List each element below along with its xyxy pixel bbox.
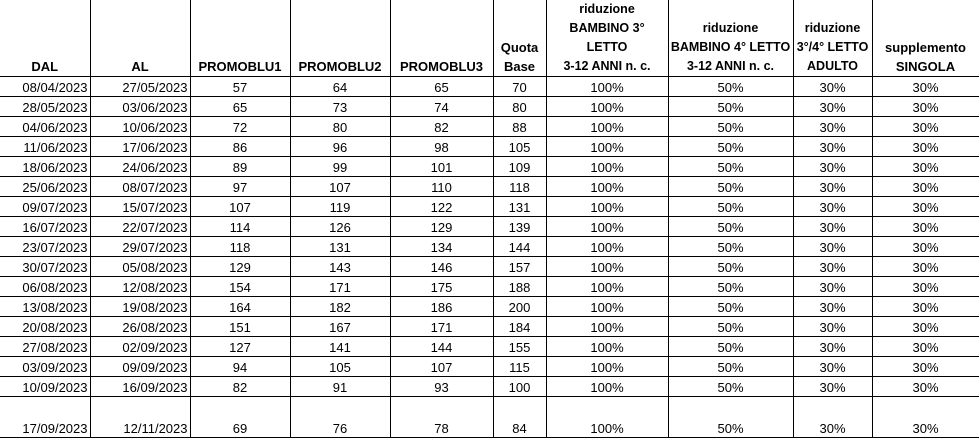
cell-promoblu1: 129 bbox=[190, 257, 290, 277]
cell-promoblu1: 151 bbox=[190, 317, 290, 337]
cell-dal: 03/09/2023 bbox=[0, 357, 90, 377]
cell-supplemento: 30% bbox=[872, 357, 979, 377]
cell-quota-base: 131 bbox=[493, 197, 546, 217]
header-riduzione-adulto bbox=[793, 0, 872, 77]
cell-rid-bambino-4: 50% bbox=[668, 297, 793, 317]
table-row bbox=[0, 97, 979, 117]
cell-dal: 28/05/2023 bbox=[0, 97, 90, 117]
cell-rid-bambino-4: 50% bbox=[668, 257, 793, 277]
cell-promoblu2: 96 bbox=[290, 137, 390, 157]
cell-rid-adulto: 30% bbox=[793, 197, 872, 217]
cell-promoblu2: 167 bbox=[290, 317, 390, 337]
cell-promoblu1: 86 bbox=[190, 137, 290, 157]
header-al: AL bbox=[90, 0, 190, 77]
header-rid-b3-line2: BAMBINO 3° LETTO bbox=[569, 21, 645, 54]
cell-dal: 11/06/2023 bbox=[0, 137, 90, 157]
cell-promoblu3: 107 bbox=[390, 357, 493, 377]
cell-rid-bambino-3: 100% bbox=[546, 97, 668, 117]
cell-rid-adulto: 30% bbox=[793, 177, 872, 197]
cell-rid-bambino-3: 100% bbox=[546, 297, 668, 317]
cell-promoblu1: 57 bbox=[190, 77, 290, 97]
cell-promoblu2: 119 bbox=[290, 197, 390, 217]
cell-al: 05/08/2023 bbox=[90, 257, 190, 277]
cell-rid-bambino-4: 50% bbox=[668, 97, 793, 117]
cell-rid-adulto: 30% bbox=[793, 397, 872, 438]
cell-promoblu3: 82 bbox=[390, 117, 493, 137]
cell-dal: 06/08/2023 bbox=[0, 277, 90, 297]
cell-quota-base: 200 bbox=[493, 297, 546, 317]
cell-supplemento: 30% bbox=[872, 317, 979, 337]
cell-promoblu2: 126 bbox=[290, 217, 390, 237]
table-row bbox=[0, 337, 979, 357]
cell-dal: 23/07/2023 bbox=[0, 237, 90, 257]
cell-quota-base: 80 bbox=[493, 97, 546, 117]
cell-supplemento: 30% bbox=[872, 97, 979, 117]
header-quota-base-line2: Base bbox=[503, 59, 536, 74]
cell-dal: 13/08/2023 bbox=[0, 297, 90, 317]
cell-quota-base: 144 bbox=[493, 237, 546, 257]
cell-supplemento: 30% bbox=[872, 337, 979, 357]
header-rid-ad-line2: 3°/4° LETTO bbox=[796, 40, 869, 54]
cell-supplemento: 30% bbox=[872, 237, 979, 257]
cell-promoblu3: 146 bbox=[390, 257, 493, 277]
cell-rid-bambino-3: 100% bbox=[546, 337, 668, 357]
cell-promoblu2: 91 bbox=[290, 377, 390, 397]
cell-dal: 16/07/2023 bbox=[0, 217, 90, 237]
cell-quota-base: 105 bbox=[493, 137, 546, 157]
table-row bbox=[0, 197, 979, 217]
cell-rid-adulto: 30% bbox=[793, 77, 872, 97]
cell-rid-adulto: 30% bbox=[793, 277, 872, 297]
cell-rid-bambino-4: 50% bbox=[668, 397, 793, 438]
cell-promoblu1: 69 bbox=[190, 397, 290, 438]
cell-al: 24/06/2023 bbox=[90, 157, 190, 177]
cell-dal: 18/06/2023 bbox=[0, 157, 90, 177]
table-row bbox=[0, 317, 979, 337]
cell-quota-base: 109 bbox=[493, 157, 546, 177]
cell-supplemento: 30% bbox=[872, 277, 979, 297]
header-riduzione-bambino-4 bbox=[668, 0, 793, 77]
table-row bbox=[0, 397, 979, 438]
header-rid-b4-line2: BAMBINO 4° LETTO bbox=[670, 40, 791, 54]
cell-rid-bambino-4: 50% bbox=[668, 117, 793, 137]
cell-promoblu3: 93 bbox=[390, 377, 493, 397]
cell-rid-bambino-4: 50% bbox=[668, 217, 793, 237]
table-row bbox=[0, 257, 979, 277]
cell-rid-bambino-3: 100% bbox=[546, 277, 668, 297]
header-rid-ad-line3: ADULTO bbox=[807, 59, 858, 73]
cell-rid-bambino-4: 50% bbox=[668, 317, 793, 337]
cell-al: 12/11/2023 bbox=[90, 397, 190, 438]
table-row bbox=[0, 217, 979, 237]
cell-rid-bambino-3: 100% bbox=[546, 357, 668, 377]
cell-promoblu3: 65 bbox=[390, 77, 493, 97]
cell-rid-adulto: 30% bbox=[793, 357, 872, 377]
cell-rid-bambino-4: 50% bbox=[668, 157, 793, 177]
cell-rid-bambino-4: 50% bbox=[668, 277, 793, 297]
cell-rid-bambino-4: 50% bbox=[668, 77, 793, 97]
cell-quota-base: 118 bbox=[493, 177, 546, 197]
cell-promoblu2: 99 bbox=[290, 157, 390, 177]
cell-promoblu1: 82 bbox=[190, 377, 290, 397]
cell-promoblu1: 154 bbox=[190, 277, 290, 297]
header-quota-base-line1: Quota bbox=[500, 40, 539, 55]
cell-promoblu3: 101 bbox=[390, 157, 493, 177]
header-riduzione-bambino-3 bbox=[546, 0, 668, 77]
cell-promoblu2: 143 bbox=[290, 257, 390, 277]
table-row bbox=[0, 277, 979, 297]
cell-promoblu3: 122 bbox=[390, 197, 493, 217]
header-supp-line2: SINGOLA bbox=[895, 59, 956, 74]
cell-supplemento: 30% bbox=[872, 397, 979, 438]
table-row bbox=[0, 237, 979, 257]
cell-dal: 09/07/2023 bbox=[0, 197, 90, 217]
cell-promoblu2: 131 bbox=[290, 237, 390, 257]
cell-rid-adulto: 30% bbox=[793, 257, 872, 277]
cell-supplemento: 30% bbox=[872, 377, 979, 397]
cell-rid-adulto: 30% bbox=[793, 237, 872, 257]
cell-promoblu2: 141 bbox=[290, 337, 390, 357]
cell-rid-bambino-4: 50% bbox=[668, 177, 793, 197]
cell-rid-bambino-3: 100% bbox=[546, 217, 668, 237]
cell-promoblu2: 105 bbox=[290, 357, 390, 377]
cell-quota-base: 84 bbox=[493, 397, 546, 438]
cell-promoblu1: 89 bbox=[190, 157, 290, 177]
cell-rid-adulto: 30% bbox=[793, 117, 872, 137]
cell-promoblu3: 110 bbox=[390, 177, 493, 197]
cell-dal: 17/09/2023 bbox=[0, 397, 90, 438]
cell-rid-adulto: 30% bbox=[793, 137, 872, 157]
cell-rid-bambino-3: 100% bbox=[546, 117, 668, 137]
cell-promoblu3: 129 bbox=[390, 217, 493, 237]
cell-al: 03/06/2023 bbox=[90, 97, 190, 117]
cell-promoblu3: 74 bbox=[390, 97, 493, 117]
table-row bbox=[0, 297, 979, 317]
cell-rid-adulto: 30% bbox=[793, 217, 872, 237]
cell-promoblu3: 186 bbox=[390, 297, 493, 317]
header-rid-b3-line3: 3-12 ANNI n. c. bbox=[563, 59, 651, 73]
cell-promoblu2: 64 bbox=[290, 77, 390, 97]
cell-rid-adulto: 30% bbox=[793, 317, 872, 337]
cell-quota-base: 70 bbox=[493, 77, 546, 97]
cell-promoblu2: 171 bbox=[290, 277, 390, 297]
cell-supplemento: 30% bbox=[872, 157, 979, 177]
cell-rid-bambino-4: 50% bbox=[668, 337, 793, 357]
table-row bbox=[0, 377, 979, 397]
cell-quota-base: 115 bbox=[493, 357, 546, 377]
cell-al: 02/09/2023 bbox=[90, 337, 190, 357]
header-rid-ad-line1: riduzione bbox=[804, 21, 861, 35]
header-rid-b4-line3: 3-12 ANNI n. c. bbox=[686, 59, 775, 73]
cell-promoblu1: 94 bbox=[190, 357, 290, 377]
cell-supplemento: 30% bbox=[872, 217, 979, 237]
cell-al: 22/07/2023 bbox=[90, 217, 190, 237]
cell-al: 12/08/2023 bbox=[90, 277, 190, 297]
table-row bbox=[0, 177, 979, 197]
header-promoblu1: PROMOBLU1 bbox=[190, 0, 290, 77]
cell-quota-base: 155 bbox=[493, 337, 546, 357]
cell-al: 08/07/2023 bbox=[90, 177, 190, 197]
header-rid-b3-line1: riduzione bbox=[579, 2, 635, 16]
cell-dal: 25/06/2023 bbox=[0, 177, 90, 197]
cell-promoblu2: 182 bbox=[290, 297, 390, 317]
cell-promoblu1: 164 bbox=[190, 297, 290, 317]
cell-rid-bambino-4: 50% bbox=[668, 137, 793, 157]
cell-supplemento: 30% bbox=[872, 257, 979, 277]
table-row bbox=[0, 117, 979, 137]
cell-promoblu2: 107 bbox=[290, 177, 390, 197]
cell-rid-adulto: 30% bbox=[793, 337, 872, 357]
cell-promoblu1: 97 bbox=[190, 177, 290, 197]
cell-dal: 04/06/2023 bbox=[0, 117, 90, 137]
cell-supplemento: 30% bbox=[872, 177, 979, 197]
table-body bbox=[0, 77, 979, 438]
cell-dal: 10/09/2023 bbox=[0, 377, 90, 397]
header-quota-base bbox=[493, 0, 546, 77]
cell-quota-base: 157 bbox=[493, 257, 546, 277]
cell-promoblu3: 144 bbox=[390, 337, 493, 357]
cell-promoblu3: 134 bbox=[390, 237, 493, 257]
cell-promoblu2: 80 bbox=[290, 117, 390, 137]
cell-promoblu2: 76 bbox=[290, 397, 390, 438]
cell-rid-bambino-4: 50% bbox=[668, 197, 793, 217]
cell-al: 29/07/2023 bbox=[90, 237, 190, 257]
cell-al: 09/09/2023 bbox=[90, 357, 190, 377]
cell-rid-bambino-3: 100% bbox=[546, 137, 668, 157]
cell-al: 16/09/2023 bbox=[90, 377, 190, 397]
cell-al: 17/06/2023 bbox=[90, 137, 190, 157]
cell-promoblu3: 171 bbox=[390, 317, 493, 337]
cell-rid-bambino-3: 100% bbox=[546, 157, 668, 177]
cell-al: 10/06/2023 bbox=[90, 117, 190, 137]
cell-rid-adulto: 30% bbox=[793, 97, 872, 117]
table-row bbox=[0, 137, 979, 157]
cell-supplemento: 30% bbox=[872, 117, 979, 137]
cell-rid-adulto: 30% bbox=[793, 377, 872, 397]
cell-quota-base: 88 bbox=[493, 117, 546, 137]
cell-supplemento: 30% bbox=[872, 297, 979, 317]
cell-al: 26/08/2023 bbox=[90, 317, 190, 337]
header-promoblu3: PROMOBLU3 bbox=[390, 0, 493, 77]
cell-al: 19/08/2023 bbox=[90, 297, 190, 317]
cell-rid-bambino-3: 100% bbox=[546, 177, 668, 197]
header-rid-b4-line1: riduzione bbox=[702, 21, 759, 35]
cell-promoblu1: 107 bbox=[190, 197, 290, 217]
table-row bbox=[0, 157, 979, 177]
cell-rid-bambino-3: 100% bbox=[546, 237, 668, 257]
header-dal: DAL bbox=[0, 0, 90, 77]
cell-promoblu3: 175 bbox=[390, 277, 493, 297]
cell-rid-adulto: 30% bbox=[793, 297, 872, 317]
cell-supplemento: 30% bbox=[872, 137, 979, 157]
cell-rid-bambino-3: 100% bbox=[546, 377, 668, 397]
table-row bbox=[0, 357, 979, 377]
cell-promoblu3: 78 bbox=[390, 397, 493, 438]
header-promoblu2: PROMOBLU2 bbox=[290, 0, 390, 77]
cell-dal: 08/04/2023 bbox=[0, 77, 90, 97]
cell-rid-bambino-4: 50% bbox=[668, 237, 793, 257]
cell-dal: 20/08/2023 bbox=[0, 317, 90, 337]
header-row bbox=[0, 0, 979, 77]
cell-promoblu1: 127 bbox=[190, 337, 290, 357]
cell-rid-bambino-3: 100% bbox=[546, 317, 668, 337]
cell-al: 27/05/2023 bbox=[90, 77, 190, 97]
cell-rid-bambino-4: 50% bbox=[668, 357, 793, 377]
header-supp-line1: supplemento bbox=[885, 40, 966, 55]
cell-quota-base: 184 bbox=[493, 317, 546, 337]
cell-rid-bambino-3: 100% bbox=[546, 197, 668, 217]
header-supplemento-singola bbox=[872, 0, 979, 77]
cell-promoblu1: 114 bbox=[190, 217, 290, 237]
cell-promoblu3: 98 bbox=[390, 137, 493, 157]
cell-dal: 27/08/2023 bbox=[0, 337, 90, 357]
cell-quota-base: 139 bbox=[493, 217, 546, 237]
cell-dal: 30/07/2023 bbox=[0, 257, 90, 277]
cell-supplemento: 30% bbox=[872, 197, 979, 217]
cell-rid-bambino-3: 100% bbox=[546, 77, 668, 97]
cell-promoblu1: 72 bbox=[190, 117, 290, 137]
cell-rid-bambino-3: 100% bbox=[546, 257, 668, 277]
cell-promoblu1: 65 bbox=[190, 97, 290, 117]
cell-al: 15/07/2023 bbox=[90, 197, 190, 217]
cell-supplemento: 30% bbox=[872, 77, 979, 97]
cell-promoblu2: 73 bbox=[290, 97, 390, 117]
table-row bbox=[0, 77, 979, 97]
cell-promoblu1: 118 bbox=[190, 237, 290, 257]
cell-quota-base: 188 bbox=[493, 277, 546, 297]
cell-rid-bambino-4: 50% bbox=[668, 377, 793, 397]
cell-rid-bambino-3: 100% bbox=[546, 397, 668, 438]
cell-rid-adulto: 30% bbox=[793, 157, 872, 177]
cell-quota-base: 100 bbox=[493, 377, 546, 397]
